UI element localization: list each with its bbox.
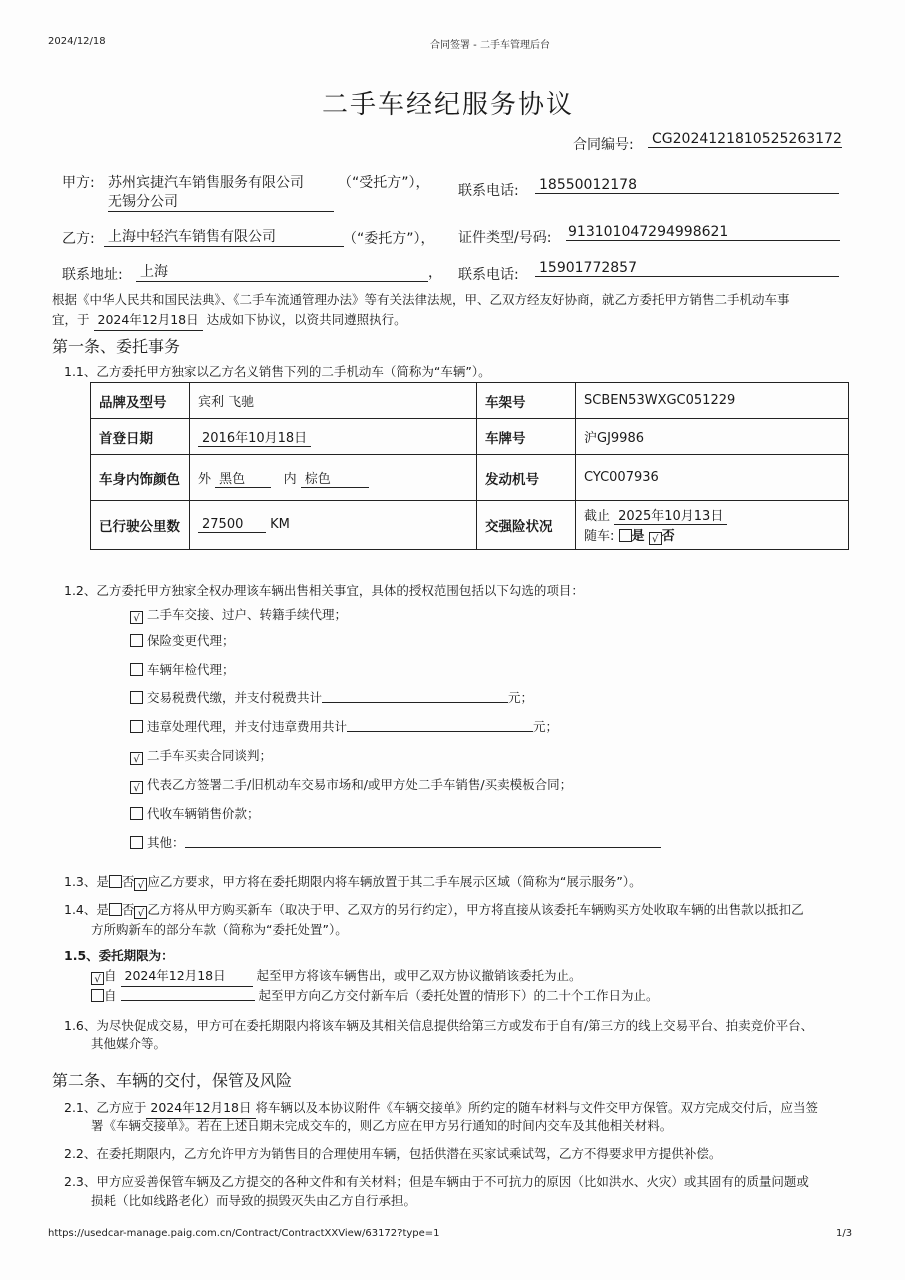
term-1-date: 2024年12月18日 bbox=[121, 966, 253, 987]
term-1-checkbox[interactable]: √ bbox=[91, 972, 104, 985]
clause-1-4 bbox=[64, 900, 804, 920]
intro-text-b: 达成如下协议，以资共同遵照执行。 bbox=[206, 312, 407, 327]
vin-label: 车架号 bbox=[477, 383, 576, 419]
c13-no-text: 否 bbox=[121, 874, 135, 889]
party-a-name-line1: 苏州宾捷汽车销售服务有限公司 bbox=[108, 175, 304, 191]
reg-date-value: 2016年10月18日 bbox=[198, 427, 311, 447]
option-3-text: 车辆年检代理； bbox=[146, 662, 235, 677]
vin-value: SCBEN53WXGC051229 bbox=[576, 383, 849, 419]
party-a-phone-label: 联系电话: bbox=[458, 183, 519, 199]
delivery-date: 2024年12月18日 bbox=[146, 1098, 255, 1119]
brand-label: 品牌及型号 bbox=[91, 383, 190, 419]
option-4-unit: 元； bbox=[508, 690, 534, 705]
c13-yes-text: 1.3、是 bbox=[64, 874, 109, 889]
mileage-value: 27500 bbox=[198, 517, 266, 533]
with-car-yes-checkbox[interactable] bbox=[619, 529, 632, 542]
clause-1-4-cont: 方所购新车的部分车款（简称为“委托处置”）。 bbox=[91, 922, 348, 937]
term-2-text: 起至甲方向乙方交付新车后（委托处置的情形下）的二十个工作日为止。 bbox=[258, 988, 659, 1003]
insurance-cell bbox=[576, 501, 849, 550]
term-2-checkbox[interactable] bbox=[91, 989, 104, 1002]
option-9 bbox=[130, 833, 661, 851]
clause-1-3 bbox=[64, 872, 642, 892]
interior-color: 棕色 bbox=[301, 468, 369, 488]
party-b-role: （“委托方”）， bbox=[343, 231, 435, 247]
clause-1-2: 1.2、乙方委托甲方独家全权办理该车辆出售相关事宜，具体的授权范围包括以下勾选的项目： bbox=[64, 583, 584, 598]
insurance-expiry-row bbox=[584, 505, 840, 525]
contract-number: CG2024121810525263172 bbox=[648, 131, 842, 148]
c14-yes-checkbox[interactable] bbox=[109, 903, 122, 916]
term-row-1 bbox=[91, 966, 582, 987]
option-9-text: 其他： bbox=[146, 835, 185, 850]
intro-line1: 根据《中华人民共和国民法典》、《二手车流通管理办法》等有关法律法规，甲、乙双方经友好协商，就乙方委托甲方销售二手机动车事 bbox=[52, 292, 790, 307]
option-8-text: 代收车辆销售价款； bbox=[146, 806, 260, 821]
with-car-label: 随车: bbox=[584, 529, 615, 544]
print-date: 2024/12/18 bbox=[48, 36, 106, 47]
article2-title: 第二条、车辆的交付，保管及风险 bbox=[52, 1071, 293, 1090]
option-7-text: 代表乙方签署二手/旧机动车交易市场和/或甲方处二手车销售/买卖模板合同； bbox=[146, 777, 573, 792]
party-b-phone-label: 联系电话: bbox=[458, 267, 519, 283]
mileage-label: 已行驶公里数 bbox=[91, 501, 190, 550]
yes-text: 是 bbox=[631, 529, 645, 544]
with-car-no-checkbox[interactable]: √ bbox=[649, 532, 662, 545]
clause-2-2: 2.2、在委托期限内，乙方允许甲方为销售目的合理使用车辆，包括供潜在买家试乘试驾，乙方不得要求甲方提供补偿。 bbox=[64, 1146, 722, 1161]
option-7-checkbox[interactable]: √ bbox=[130, 781, 143, 794]
mileage-unit: KM bbox=[270, 517, 290, 532]
contract-number-label: 合同编号: bbox=[573, 137, 634, 153]
party-b-id-label: 证件类型/号码: bbox=[458, 230, 552, 246]
option-8-checkbox[interactable] bbox=[130, 807, 143, 820]
term-2-date-line bbox=[121, 1000, 255, 1001]
c13-text: 应乙方要求，甲方将在委托期限内将车辆放置于其二手车展示区域（简称为“展示服务”）。 bbox=[147, 874, 642, 889]
agreement-date: 2024年12月18日 bbox=[94, 310, 203, 331]
option-9-checkbox[interactable] bbox=[130, 836, 143, 849]
color-label: 车身内饰颜色 bbox=[91, 455, 190, 501]
c14-text: 乙方将从甲方购买新车（取决于甲、乙双方的另行约定），甲方将直接从该委托车辆购买方处收取车辆的出售款以抵扣乙 bbox=[147, 902, 804, 917]
option-8 bbox=[130, 804, 260, 822]
brand-value: 宾利 飞驰 bbox=[190, 383, 477, 419]
party-b-address: 上海 bbox=[136, 261, 428, 282]
option-5 bbox=[130, 717, 558, 735]
intro-line2 bbox=[52, 310, 407, 331]
color-cell bbox=[190, 455, 477, 501]
insurance-label: 交强险状况 bbox=[477, 501, 576, 550]
vehicle-table bbox=[90, 382, 849, 550]
engine-label: 发动机号 bbox=[477, 455, 576, 501]
option-6-checkbox[interactable]: √ bbox=[130, 752, 143, 765]
party-a-name-line2: 无锡分公司 bbox=[108, 191, 334, 212]
option-2 bbox=[130, 631, 235, 649]
party-a-label: 甲方: bbox=[62, 175, 95, 191]
option-5-checkbox[interactable] bbox=[130, 720, 143, 733]
option-1-text: 二手车交接、过户、转籍手续代理； bbox=[146, 607, 347, 622]
plate-label: 车牌号 bbox=[477, 419, 576, 455]
option-3-checkbox[interactable] bbox=[130, 663, 143, 676]
no-text: 否 bbox=[661, 529, 675, 544]
party-b-id-number: 913101047294998621 bbox=[566, 224, 840, 241]
party-b-address-label: 联系地址: bbox=[62, 267, 123, 283]
option-2-checkbox[interactable] bbox=[130, 634, 143, 647]
option-3 bbox=[130, 660, 235, 678]
reg-date-cell bbox=[190, 419, 477, 455]
party-a-role: （“受托方”）， bbox=[338, 175, 430, 191]
clause-1-6-cont: 其他媒介等。 bbox=[91, 1036, 167, 1051]
other-line bbox=[185, 847, 661, 848]
option-5-unit: 元； bbox=[533, 719, 559, 734]
option-2-text: 保险变更代理； bbox=[146, 633, 235, 648]
address-comma: ， bbox=[428, 265, 442, 281]
exterior-prefix: 外 bbox=[198, 471, 212, 487]
option-4-checkbox[interactable] bbox=[130, 691, 143, 704]
c13-yes-checkbox[interactable] bbox=[109, 875, 122, 888]
c14-no-checkbox[interactable]: √ bbox=[134, 906, 147, 919]
insurance-with-car-row bbox=[584, 525, 840, 545]
option-6 bbox=[130, 746, 272, 765]
option-6-text: 二手车买卖合同谈判； bbox=[146, 748, 272, 763]
c14-yes-text: 1.4、是 bbox=[64, 902, 109, 917]
document-title: 二手车经纪服务协议 bbox=[322, 90, 575, 120]
option-7 bbox=[130, 775, 572, 794]
violation-amount-line bbox=[347, 731, 533, 732]
reg-date-label: 首登日期 bbox=[91, 419, 190, 455]
term-1-text: 起至甲方将该车辆售出，或甲乙双方协议撤销该委托为止。 bbox=[256, 968, 582, 983]
app-title: 合同签署 - 二手车管理后台 bbox=[430, 40, 550, 51]
article1-title: 第一条、委托事务 bbox=[52, 337, 181, 356]
mileage-cell bbox=[190, 501, 477, 550]
clause-2-3-cont: 损耗（比如线路老化）而导致的损毁灭失由乙方自行承担。 bbox=[91, 1193, 417, 1208]
exterior-color: 黑色 bbox=[215, 468, 271, 488]
clause-1-5: 1.5、委托期限为： bbox=[64, 948, 174, 963]
term-1-from: 自 bbox=[104, 968, 117, 983]
engine-value: CYC007936 bbox=[576, 455, 849, 501]
page-number: 1/3 bbox=[836, 1228, 853, 1239]
option-1-checkbox[interactable]: √ bbox=[130, 611, 143, 624]
term-2-from: 自 bbox=[104, 988, 117, 1003]
option-4 bbox=[130, 688, 533, 706]
term-row-2 bbox=[91, 986, 659, 1006]
c14-no-text: 否 bbox=[121, 902, 135, 917]
c13-no-checkbox[interactable]: √ bbox=[134, 878, 147, 891]
clause-1-1: 1.1、乙方委托甲方独家以乙方名义销售下列的二手机动车（简称为“车辆”）。 bbox=[64, 364, 491, 379]
c21-text-a: 2.1、乙方应于 bbox=[64, 1100, 147, 1115]
clause-2-1-cont: 署《车辆交接单》。若在上述日期未完成交车的，则乙方应在甲方另行通知的时间内交车及其他相关材料。 bbox=[91, 1118, 673, 1133]
insurance-prefix: 截止 bbox=[584, 509, 611, 524]
tax-amount-line bbox=[322, 702, 508, 703]
party-b-label: 乙方: bbox=[62, 231, 95, 247]
intro-text-a: 宜，于 bbox=[52, 312, 90, 327]
clause-2-3: 2.3、甲方应妥善保管车辆及乙方提交的各种文件和有关材料；但是车辆由于不可抗力的原因（比如洪水、火灾）或其固有的质量问题或 bbox=[64, 1174, 809, 1189]
interior-prefix: 内 bbox=[283, 471, 297, 487]
option-5-text: 违章处理代理，并支付违章费用共计 bbox=[146, 719, 347, 734]
party-b-phone: 15901772857 bbox=[535, 260, 839, 277]
party-a-phone: 18550012178 bbox=[535, 177, 839, 194]
plate-value: 沪GJ9986 bbox=[576, 419, 849, 455]
party-b-name: 上海中轻汽车销售有限公司 bbox=[104, 226, 344, 247]
clause-1-6: 1.6、为尽快促成交易，甲方可在委托期限内将该车辆及其相关信息提供给第三方或发布于自有/第三方的线上交易平台、拍卖竞价平台、 bbox=[64, 1018, 814, 1033]
c21-text-b: 将车辆以及本协议附件《车辆交接单》所约定的随车材料与文件交甲方保管。双方完成交付后，应当签 bbox=[255, 1100, 819, 1115]
option-4-text: 交易税费代缴，并支付税费共计 bbox=[146, 690, 322, 705]
insurance-expiry: 2025年10月13日 bbox=[614, 505, 727, 525]
option-1 bbox=[130, 605, 347, 624]
page-url: https://usedcar-manage.paig.com.cn/Contract/ContractXXView/63172?type=1 bbox=[48, 1228, 440, 1239]
